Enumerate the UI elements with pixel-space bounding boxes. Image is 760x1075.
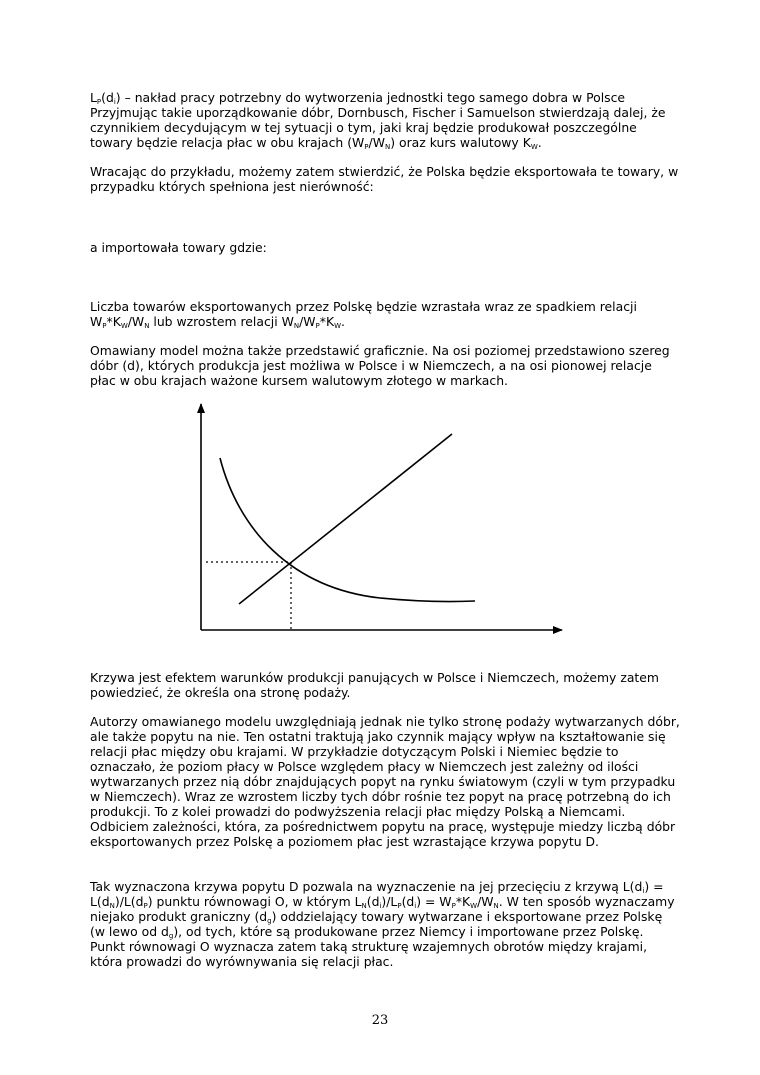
- paragraph-export-count: Liczba towarów eksportowanych przez Polskę będzie wzrastała wraz ze spadkiem relacji $W_P*K_W/W_N$ lub wzrostem relacji $W_N/W_P*K_W$.: [90, 299, 637, 330]
- paragraph-equilibrium: Tak wyznaczona krzywa popytu D pozwala na wyznaczenie na jej przecięciu z krzywą $L(d_i) = L(d_N)/L(d_P)$ punktu równowagi O, w którym $L_N(d_i)/L_P(d_i) = W_P*K_W/W_N$. W ten sposób wyznaczamy niejako produkt graniczny $(d_g)$ oddzielający towary wytwarzane i eksportowane przez Polskę (w lewo od $d_g$), od tych, które są produkowane przez Niemcy i importowane przez Polskę. Punkt równowagi O wyznacza zatem taką strukturę wzajemnych obrotów między krajami, która prowadzi do wyrównywania się relacji płac.: [90, 879, 675, 969]
- paragraph-supply-side: Krzywa jest efektem warunków produkcji panujących w Polsce i Niemczech, możemy zatem powiedzieć, że określa ona stronę podaży.: [90, 670, 659, 700]
- paragraph-import-condition: a importowała towary gdzie:: [90, 240, 267, 255]
- paragraph-demand-side: Autorzy omawianego modelu uwzględniają jednak nie tylko stronę podaży wytwarzanych dóbr, ale także popytu na nie. Ten ostatni traktują jako czynnik mający wpływ na kształtowanie się relacji płac między obu krajami. W przykładzie dotyczącym Polski i Niemiec będzie to oznaczało, że poziom płacy w Polsce względem płacy w Niemczech jest zależny od ilości wytwarzanych przez nią dóbr znajdujących popyt na rynku światowym (czyli w tym przypadku w Niemczech). Wraz ze wzrostem liczby tych dóbr rośnie tez popyt na pracę potrzebną do ich produkcji. To z kolei prowadzi do podwyższenia relacji płac między Polską a Niemcami. Odbiciem zależności, która, za pośrednictwem popytu na pracę, występuje miedzy liczbą dóbr eksportowanych przez Polskę a poziomem płac jest wzrastające krzywa popytu D.: [90, 714, 680, 849]
- page-number: 23: [371, 1013, 389, 1028]
- supply-demand-diagram: [180, 398, 570, 643]
- paragraph-labor-input: $L_P(d_i)$ – nakład pracy potrzebny do wytworzenia jednostki tego samego dobra w Polsce Przyjmując takie uporządkowanie dóbr, Dornbusch, Fischer i Samuelson stwierdzają dalej, że czynnikiem decydującym w tej sytuacji o tym, jaki kraj będzie produkował poszczególne towary będzie relacja płac w obu krajach $(W_P/W_N)$ oraz kurs walutowy $K_W$.: [90, 90, 666, 151]
- supply-curve: [220, 458, 475, 602]
- paragraph-graph-intro: Omawiany model można także przedstawić graficznie. Na osi poziomej przedstawiono szereg dóbr (d), których produkcja jest możliwa w Polsce i w Niemczech, a na osi pionowej relacje płac w obu krajach ważone kursem walutowym złotego w markach.: [90, 343, 670, 388]
- demand-curve: [239, 434, 452, 604]
- paragraph-export-condition: Wracając do przykładu, możemy zatem stwierdzić, że Polska będzie eksportowała te towary, w przypadku których spełniona jest nierówność:: [90, 164, 679, 194]
